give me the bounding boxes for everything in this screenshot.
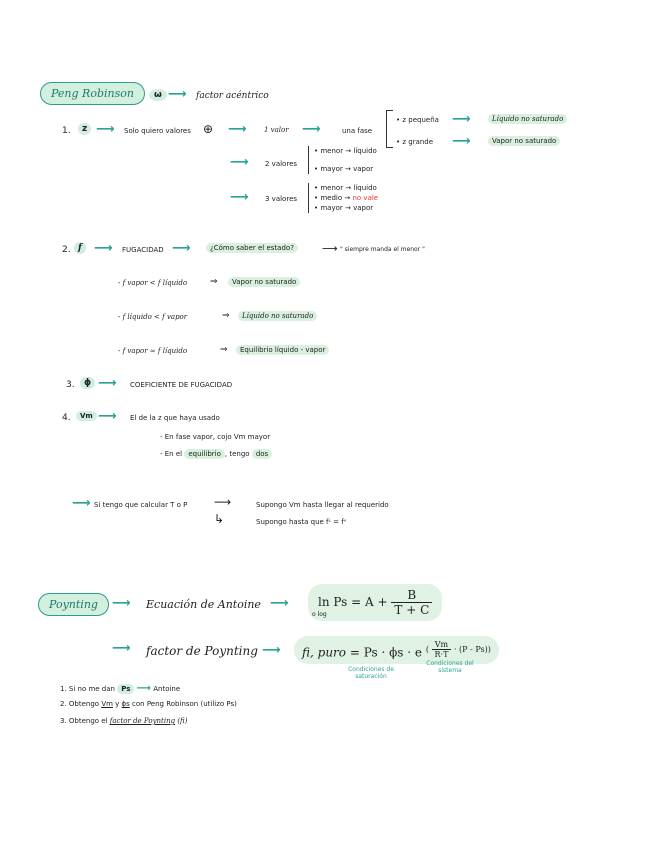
solo-valores-text: Solo quiero valores — [124, 127, 191, 135]
arrow-icon: ⟶ — [112, 641, 131, 656]
arrow-icon: ⟶ — [322, 242, 338, 255]
f-variable: f — [74, 242, 86, 254]
rule-1-left: - f vapor < f líquido — [118, 279, 188, 287]
liquido-no-saturado-label: Líquido no saturado — [488, 114, 567, 124]
arrow-icon: ⟶ — [112, 596, 131, 611]
arrow-icon: ⟶ — [302, 122, 321, 137]
vm-variable: Vm — [76, 411, 97, 421]
step-3: 3. Obtengo el factor de Poynting (fi) — [60, 717, 188, 725]
arrow-icon: ⟶ — [452, 112, 471, 127]
item-number: 4. — [62, 413, 71, 423]
arrow-icon: ⟶ — [230, 155, 249, 170]
item-number: 1. — [62, 126, 71, 136]
three-values-text: 3 valores — [265, 195, 298, 203]
s4-bullet-2: - En el equilibrio , tengo dos — [160, 450, 272, 458]
rule-3-result: Equilibrio líquido - vapor — [236, 345, 329, 355]
fugacidad-text: FUGACIDAD — [122, 246, 164, 254]
item-number: 3. — [66, 380, 75, 390]
arrow-icon: ⟶ — [94, 241, 113, 256]
rule-2-result: Líquido no saturado — [238, 311, 317, 321]
antoine-title: Ecuación de Antoine — [146, 598, 261, 611]
arrow-icon: ⟶ — [214, 495, 232, 509]
system-note: Condiciones del sistema — [426, 660, 474, 674]
calc-option-1: Supongo Vm hasta llegar al requerido — [256, 501, 389, 509]
arrow-icon: ⟶ — [168, 87, 187, 102]
arrow-icon: ⟶ — [72, 496, 91, 511]
vapor-no-saturado-label: Vapor no saturado — [488, 136, 560, 146]
como-saber-text: ¿Cómo saber el estado? — [206, 243, 298, 253]
item-number: 2. — [62, 245, 71, 255]
z-variable: z — [78, 123, 91, 135]
log-note: o log — [312, 611, 327, 618]
arrow-icon: ⟶ — [136, 683, 151, 694]
rule-2-left: - f líquido < f vapor — [118, 313, 188, 321]
rule-1-result: Vapor no saturado — [228, 277, 300, 287]
step-1: 1. Si no me dan Ps ⟶ Antoine — [60, 683, 181, 694]
omega-symbol: ω — [149, 89, 167, 101]
phi-variable: ϕ — [80, 377, 95, 389]
arrow-icon: ⟶ — [98, 409, 117, 424]
list-item: • menor → líquido — [314, 147, 377, 155]
antoine-fraction: $\frac{B}{T + C}$ — [391, 588, 432, 617]
s4-bullet-1: - En fase vapor, cojo Vm mayor — [160, 433, 271, 441]
arrow-icon: ⟶ — [262, 643, 281, 658]
step-2: 2. Obtengo Vm y ϕs con Peng Robinson (utilizo Ps) — [60, 700, 237, 708]
arrow-icon: ⟶ — [98, 376, 117, 391]
one-value-text: 1 valor — [264, 126, 289, 134]
list-item: • menor → líquido — [314, 184, 377, 192]
plus-circle-icon: ⊕ — [203, 122, 214, 136]
two-values-list — [308, 146, 377, 174]
manda-menor-text: " siempre manda el menor " — [340, 246, 425, 253]
three-values-list — [308, 183, 378, 213]
coeficiente-text: COEFICIENTE DE FUGACIDAD — [130, 381, 233, 389]
no-vale-text: no vale — [352, 194, 379, 202]
z-grande-text: • z grande — [396, 138, 434, 146]
s4-text: El de la z que haya usado — [130, 414, 220, 422]
poynting-formula: fi, puro = Ps · ϕs · e $^{( \frac{Vm}{R\cdot T} \cdot (P - Ps))}$ — [294, 636, 499, 664]
two-values-text: 2 valores — [265, 160, 298, 168]
factor-poynting-title: factor de Poynting — [146, 644, 258, 658]
arrow-icon: ⟶ — [452, 134, 471, 149]
rule-3-left: - f vapor ≃ f líquido — [118, 347, 188, 355]
z-pequena-text: • z pequeña — [396, 116, 439, 124]
una-fase-text: una fase — [342, 127, 373, 135]
implies-icon: ⇒ — [222, 311, 230, 321]
bracket — [386, 110, 393, 148]
arrow-icon: ⟶ — [228, 122, 247, 137]
saturation-note: Condiciones de saturación — [348, 666, 394, 680]
calc-text: Si tengo que calcular T o P — [94, 501, 188, 509]
omega-label: factor acéntrico — [196, 91, 269, 101]
list-item: • mayor → vapor — [314, 204, 374, 212]
arrow-icon: ⟶ — [96, 122, 115, 137]
antoine-formula: ln Ps = A + $\frac{B}{T + C}$ — [308, 584, 442, 621]
section-title-peng-robinson: Peng Robinson — [40, 82, 145, 105]
list-item: • mayor → vapor — [314, 165, 374, 173]
arrow-icon: ⟶ — [172, 241, 191, 256]
arrow-icon: ⟶ — [270, 596, 289, 611]
implies-icon: ⇒ — [210, 277, 218, 287]
arrow-icon: ↳ — [214, 512, 225, 526]
calc-option-2: Supongo hasta que fᴸ = fᵛ — [256, 518, 347, 526]
section-title-poynting: Poynting — [38, 593, 109, 616]
arrow-icon: ⟶ — [230, 190, 249, 205]
list-item: • medio → — [314, 194, 351, 202]
implies-icon: ⇒ — [220, 345, 228, 355]
